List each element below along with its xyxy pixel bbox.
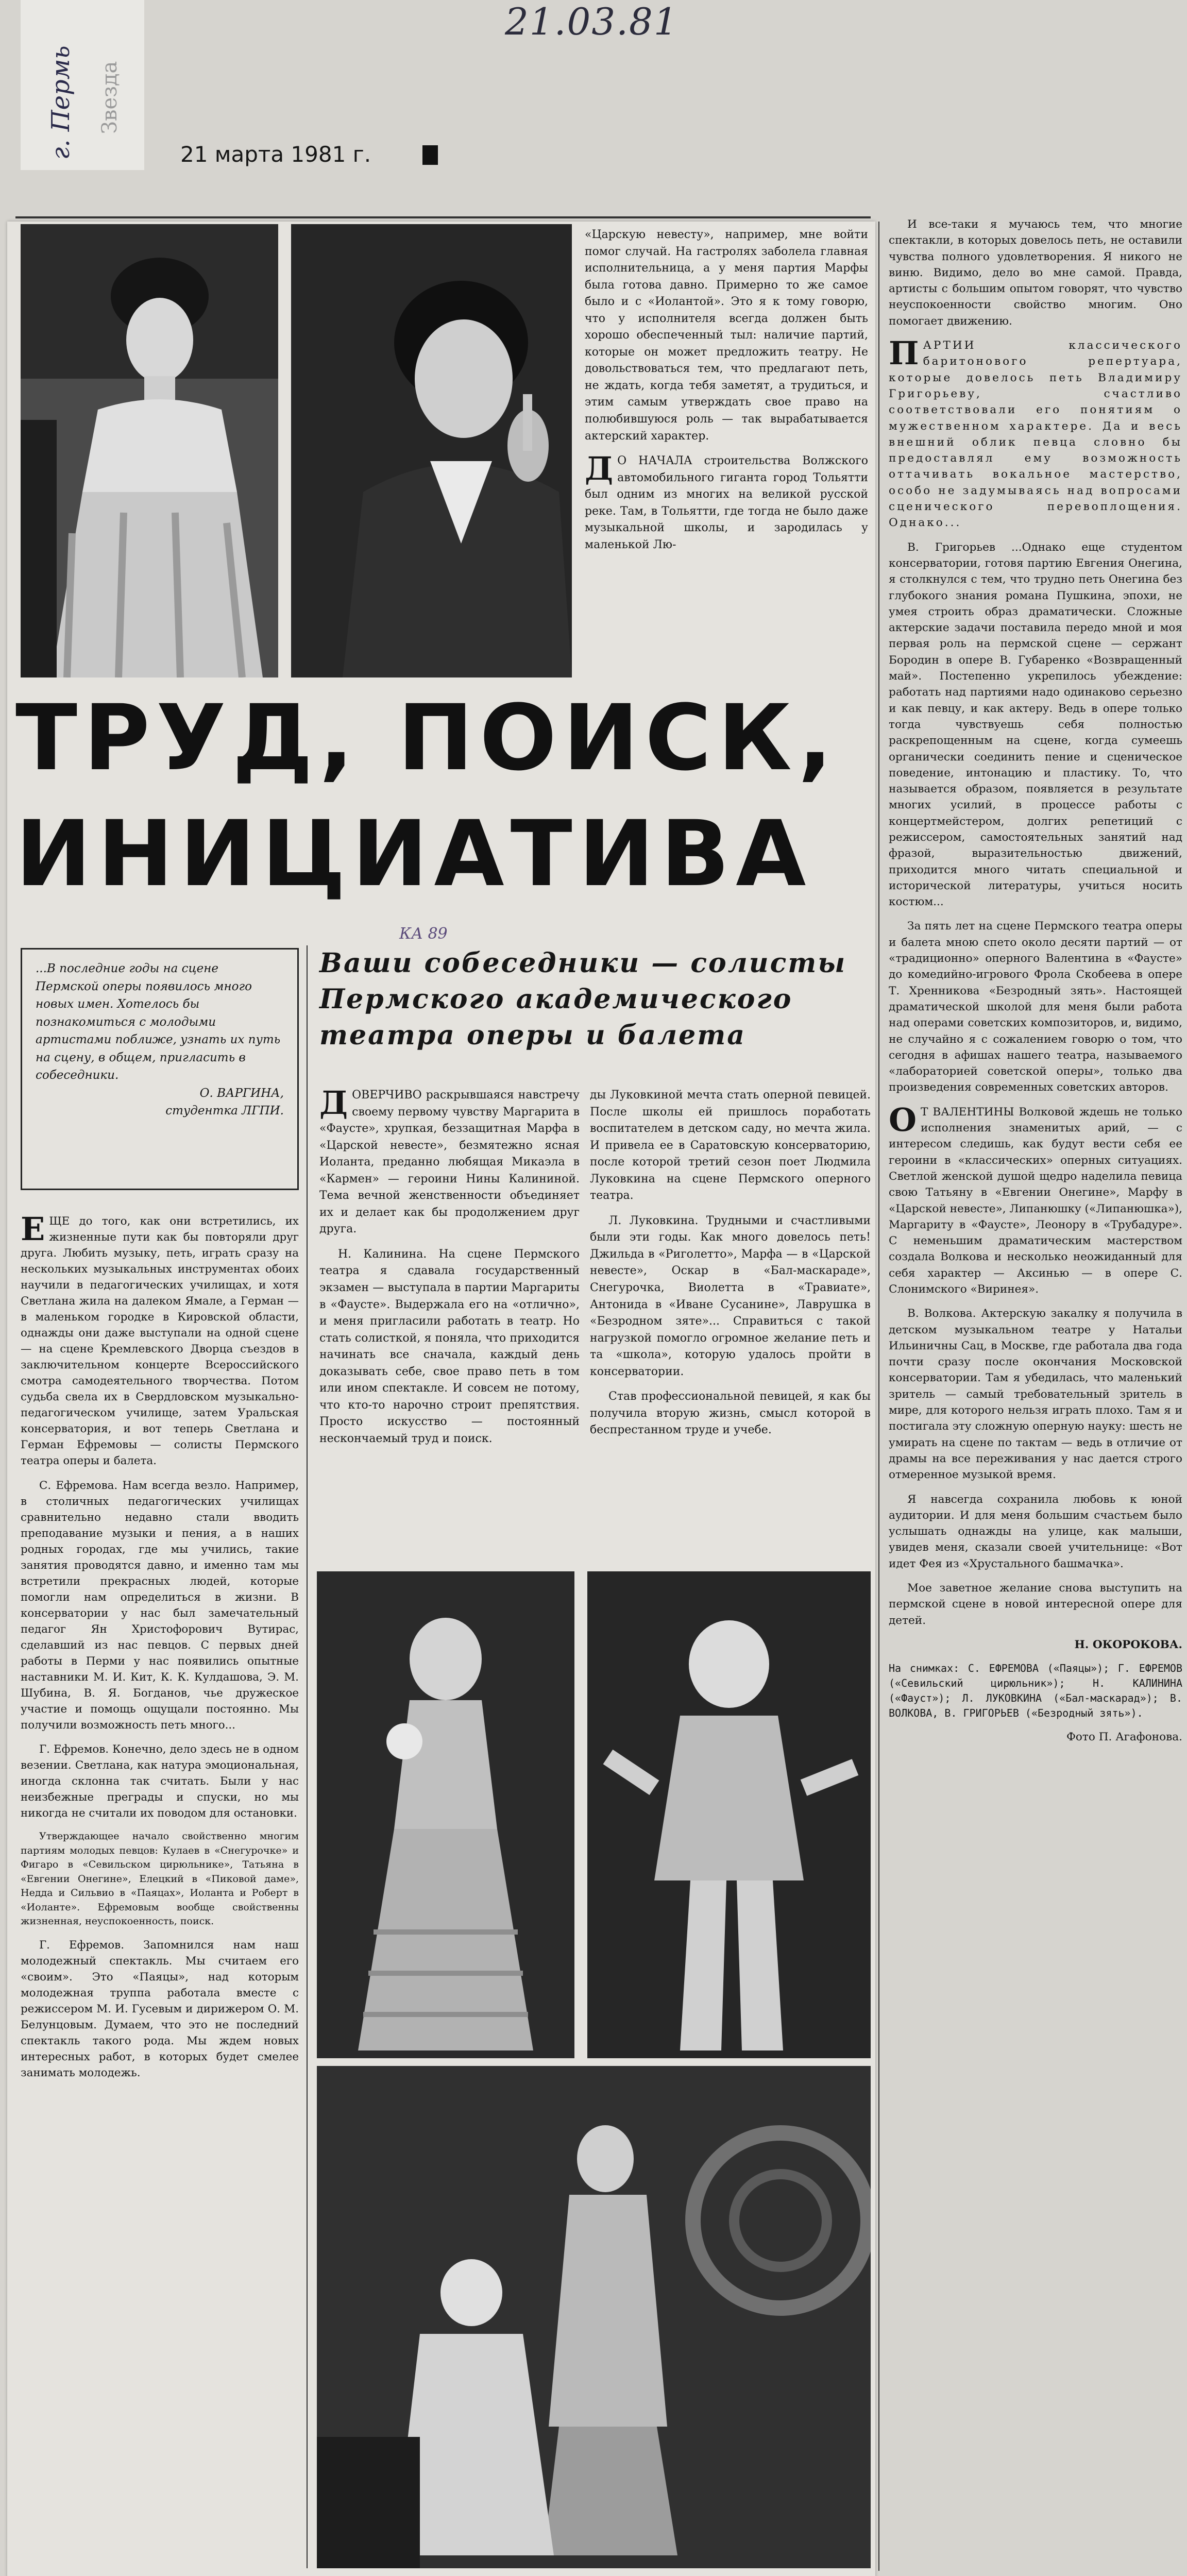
drop-cap: Д [585,450,614,488]
right-paragraph-8: Мое заветное желание снова выступить на пермской сцене в новой интересной опере для детей. [889,1582,1182,1627]
middle-paragraph-2: Н. Калинина. На сцене Пермского театра я сдавала государственный экзамен — выступала в партии Маргариты в «Фаусте». Выдержала его на «отлично», и меня пригласили работать в театр. Но стать солисткой, я поняла, что приходится начинать все сначала, каждый день доказывать себе, свое право петь в том или ином спектакле. И совсем не потому, что кто-то нарочно строит препятствия. Просто искусство — постоянный нескончаемый труд и поиск. [319,1247,580,1445]
top-middle-column [585,227,868,562]
right-paragraph-1: И все-таки я мучаюсь тем, что многие спектакли, в которых довелось петь, не оставили чувства полного удовлетворения. Я никого не виню. Видимо, дело во мне самой. Правда, артисты с большим опытом говорят, что чувство неуспокоенности свойство многим. Оно помогает движению. [889,218,1182,328]
photo-efremov [291,224,572,677]
photo-credit: Фото П. Агафонова. [1066,1731,1182,1744]
subtitle-line: Ваши собеседники — солисты [319,947,847,979]
left-paragraph-3: Г. Ефремов. Конечно, дело здесь не в одном везении. Светлана, как натура эмоциональная, иногда склонна так считать. Были у нас неизбежные преграды и спуски, но мы никогда не считали их поводом для остановки. [21,1743,299,1820]
attached-clipping-strip [21,0,144,170]
subtitle-line: театра оперы и балета [319,1020,746,1052]
right-paragraph-3: В. Григорьев ...Однако еще студентом консерватории, готовя партию Евгения Онегина, я столкнулся с тем, что трудно петь Онегина без глубокого знания романа Пушкина, эпохи, не умея строить образ драматически. Сложные актерские задачи поставила передо мной и моя первая роль на пермской сцене — сержант Бородин в опере В. Губаренко «Возвращенный май». Постепенно укрепилось убеждение: работать над партиями надо одинаково серьезно и как певцу, и как актеру. Ведь в опере только тогда чувствуешь себя полностью раскрепощенным на сцене, когда сумеешь органически соединить пение и сценическое поведение, интонацию и пластику. То, что называется образом, появляется в результате многих усилий, в процессе работы с концертмейстером, долгих репетиций с режиссером, самостоятельных занятий над фразой, выразительностью движений, приходится много читать специальной и исторической литературы, учиться носить костюм... [889,540,1182,909]
masthead-block [422,145,438,165]
intro-quote-text: ...В последние годы на сцене Пермской оперы появилось много новых имен. Хотелось бы познакомиться с молодыми артистами поближе, узнать их путь на сцену, в общем, пригласить в собеседники. [36,962,281,1082]
drop-cap: О [889,1100,917,1139]
right-paragraph-5: О Т ВАЛЕНТИНЫ Волковой ждешь не только исполнения знаменитых арий, — с интересом следишь, как будут вести себя ее героини в «классических» оперных ситуациях. Светлой женской душой щедро наделила певица свою Татьяну в «Евгении Онегине», Марфу в «Царской невесте», Липанюшку («Липанюшка»), Маргариту в «Фаусте», Леонору в «Трубадуре». С неменьшим драматическим мастерством создала Волкова и несколько неожиданный для себя характер — Аксинью — в опере С. Слонимского «Виринея». [889,1100,1182,1296]
column-divider [878,222,879,2571]
photo-lukovkina [587,1571,871,2058]
intro-quote-box [21,948,299,1190]
middle-paragraph-1: ДОВЕРЧИВО раскрывшаяся навстречу своему первому чувству Маргарита в «Фаусте», хрупкая, беззащитная Марфа в «Царской невесте», безмятежно ясная Иоланта, преданно любящая Микаэла в «Кармен» — героини Нины Калининой. Тема вечной женственности объединяет их и делает как бы продолжением друг друга. [319,1084,580,1236]
left-paragraph-1: ЕЩЕ до того, как они встретились, их жизненные пути как бы повторяли друг друга. Любить музыку, петь, играть сразу на нескольких музыкальных инструментах обоих научили в педагогических училищах, и хотя Светлана жила на далеком Ямале, а Герман — в маленьком городке в Кировской области, однажды они даже выступали на одной сцене — на сцене Кремлевского Дворца съездов в заключительном концерте Всероссийского смотра самодеятельного творчества. Потом судьба свела их в Свердловском музыкально-педагогическом училище, затем Уральская консерватория, и вот теперь Светлана и Герман Ефремовы — солисты Пермского театра оперы и балета. [21,1210,299,1468]
middle-column [319,1084,580,1455]
photo-captions: На снимках: С. ЕФРЕМОВА («Паяцы»); Г. ЕФРЕМОВ («Севильский цирюльник»); Н. КАЛИНИНА («Фауст»); Л. ЛУКОВКИНА («Бал-маскарад»); В. ВОЛКОВА, В. ГРИГОРЬЕВ («Безродный зять»). [889,1662,1182,1720]
third-paragraph-3: Став профессиональной певицей, я как бы получила вторую жизнь, смысл которой в беспрестанном труде и учебе. [590,1390,871,1437]
photo-efremova [21,224,278,677]
right-paragraph-6: В. Волкова. Актерскую закалку я получила в детском музыкальном театре у Натальи Ильиничны Сац, в Москве, где работала два года почти сразу после окончания Московской консерватории. Там я убедилась, что маленький зритель — самый требовательный зритель в мире, для которого нельзя играть плохо. Там я и постигала эту сложную оперную науку: шесть не умирать на сцене по тактам — ведь в отличие от драмы на все переживания у нас дается строго отмеренное музыкой время. [889,1307,1182,1482]
handwritten-city-note: г. Пермь [46,45,75,160]
third-paragraph-2: Л. Луковкина. Трудными и счастливыми были эти годы. Как много довелось петь! Джильда в «Риголетто», Марфа — в «Царской невесте», Оскар в «Бал-маскараде», Снегурочка, Виолетта в «Травиате», Антонида в «Иване Сусанине», Лаврушка в «Безродном зяте»... Справиться с такой нагрузкой помогло огромное желание петь и та «школа», которую удалось пройти в консерватории. [590,1214,871,1378]
headline-line-2: ИНИЦИАТИВА [15,801,812,907]
right-paragraph-7: Я навсегда сохранила любовь к юной аудитории. И для меня большим счастьем было услышать однажды на улице, как малыши, увидев меня, сказали своей учительнице: «Вот идет Фея из «Хрустального башмачка». [889,1493,1182,1570]
third-column [590,1087,871,1447]
right-paragraph-2: ПАРТИИ классического баритонового репертуара, которые довелось петь Владимиру Григорьеву, счастливо соответствовали его понятиям о мужественном характере. Да и весь внешний облик певца словно бы предоставлял ему возможность оттачивать вокальное мастерство, особо не задумываясь над вопросами сценического перевоплощения. Однако... [889,334,1182,530]
masthead-rule [15,216,871,218]
right-paragraph-4: За пять лет на сцене Пермского театра оперы и балета мною спето около десяти партий — от «традиционно» оперного Валентина в «Фаусте» до комедийно-игрового Фрола Скобеева в опере Т. Хренникова «Безродный зять». Настоящей драматической школой для меня были работа над операми советских композиторов, и, видимо, не случайно я с сожалением говорю о том, что сегодня в афишах нашего театра, называемого «лабораторией советской оперы», только два произведения современных советских авторов. [889,920,1182,1094]
author-signature: Н. ОКОРОКОВА. [1074,1638,1182,1651]
photo-kalinina [317,1571,574,2058]
headline-line-1: ТРУД, ПОИСК, [15,685,839,791]
drop-cap: Д [319,1084,348,1122]
intro-signature-role: студентка ЛГПИ. [165,1104,284,1117]
third-paragraph-1: ды Луковкиной мечта стать оперной певицей. После школы ей пришлось поработать воспитателем в детском саду, но мечта жила. И привела ее в Саратовскую консерваторию, после которой третий сезон поет Людмила Луковкина на сцене Пермского оперного театра. [590,1089,871,1202]
left-column [21,1210,299,2089]
subtitle [319,945,876,1054]
faded-note: Звезда [98,61,122,134]
column-divider [307,945,308,2568]
right-column [889,216,1182,1754]
left-paragraph-4: Утверждающее начало свойственно многим партиям молодых певцов: Кулаев в «Снегурочке» и Фигаро в «Севильском цирюльнике», Татьяна в «Евгении Онегине», Елецкий в «Пиковой даме», Недда и Сильвио в «Паяцах», Иоланта и Роберт в «Иоланте». Ефремовым вообще свойственны жизненная, неуспокоенность, поиск. [21,1831,299,1927]
handwritten-date: 21.03.81 [505,0,679,43]
left-paragraph-2: С. Ефремова. Нам всегда везло. Например, в столичных педагогических училищах сравнительно недавно стали вводить преподавание музыки и пения, а в наших родных городах, где мы учились, такие занятия проводятся давно, и именно там мы встретили прекрасных людей, которые помогли нам определиться в жизни. В консерватории у нас был замечательный педагог Ян Христофорович Вутирас, сделавший из нас певцов. С первых дней работы в Перми у нас появились опытные наставники М. И. Кит, К. К. Кулдашова, Э. М. Шубина, В. Я. Богданов, чье дружеское участие и помощь ощущали постоянно. Мы получили возможность петь много... [21,1479,299,1732]
masthead-date: 21 марта 1981 г. [180,142,371,167]
photo-volkova-grigoriev [317,2066,871,2568]
top-middle-paragraph-1: «Царскую невесту», например, мне войти помог случай. На гастролях заболела главная исполнительница, а у меня партия Марфы была готова давно. Примерно то же самое было и с «Иолантой». Это я к тому говорю, что у исполнителя всегда должен быть хорошо обеспеченный тыл: наличие партий, которые он может предложить театру. Не довольствоваться тем, что предлагают петь, не ждать, когда тебя заметят, а трудиться, и этим самым утверждать свое право на полюбившуюся роль — так вырабатывается актерский характер. [585,228,868,443]
intro-signature: О. ВАРГИНА, [199,1086,284,1100]
top-middle-paragraph-2: Д О НАЧАЛА строительства Волжского автомобильного гиганта город Тольятти был одним из многих на великой русской реке. Там, в Тольятти, где тогда не было даже музыкальной школы, и зародилась у маленькой Лю- [585,450,868,551]
drop-cap: Е [21,1210,45,1248]
left-paragraph-5: Г. Ефремов. Запомнился нам наш молодежный спектакль. Мы считаем его «своим». Это «Паяцы», над которым молодежная труппа работала вместе с режиссером М. И. Гусевым и дирижером О. М. Белунцовым. Думаем, что это не последний спектакль такого рода. Мы ждем новых интересных работ, в которых будет смелее занимать молодежь. [21,1938,299,2080]
subtitle-line: Пермского академического [319,984,793,1015]
margin-note: КА 89 [399,925,448,943]
drop-cap: П [889,334,919,372]
